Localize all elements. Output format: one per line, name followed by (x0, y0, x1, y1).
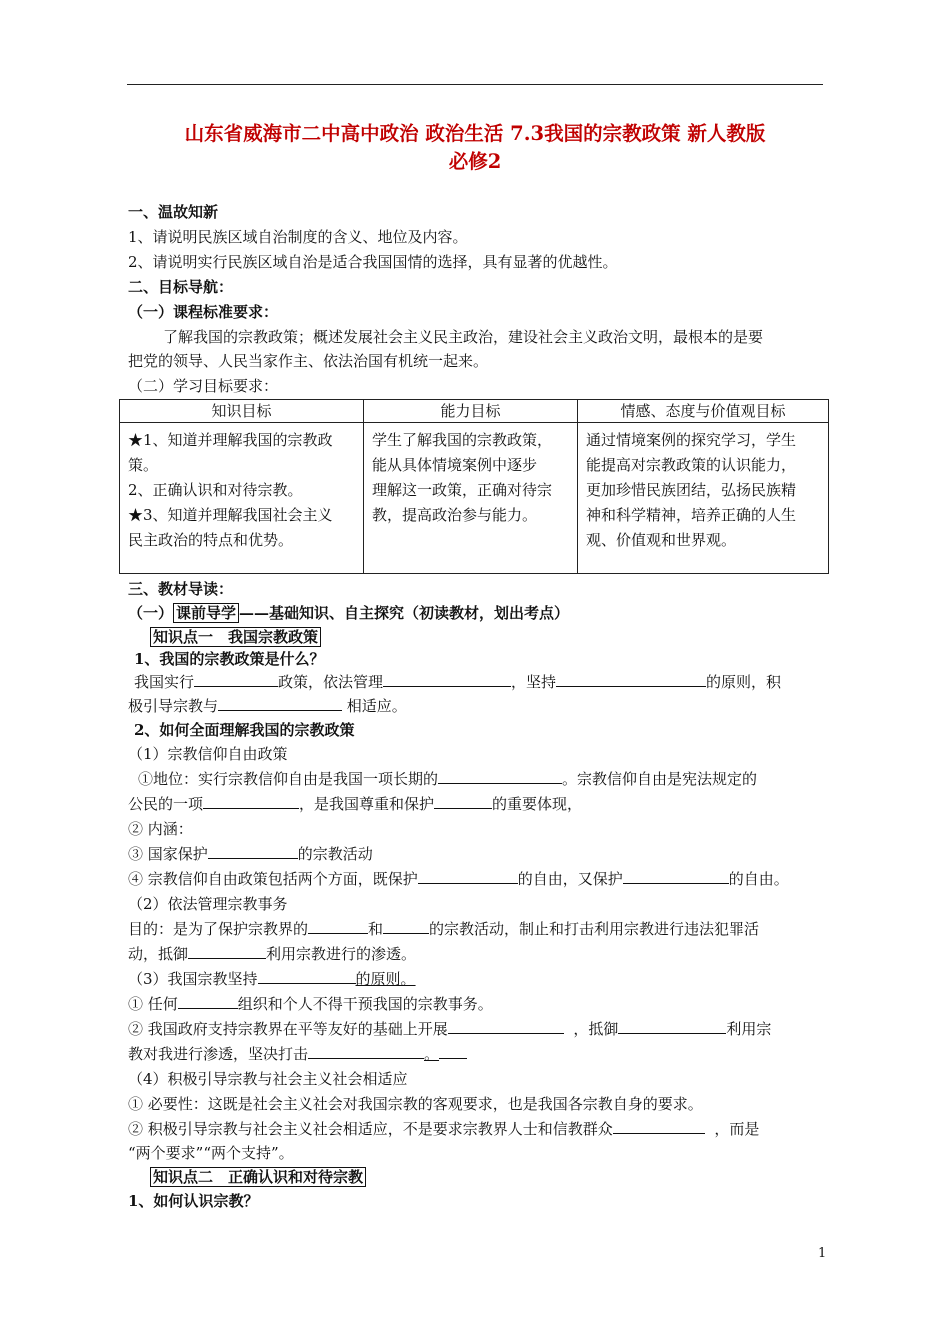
section-review-heading: 一、温故知新 (128, 203, 219, 221)
cell-line: ★3、知道并理解我国社会主义 (128, 506, 333, 524)
fill-blank-line: 目的：是为了保护宗教界的 和 的宗教活动，制止和打击利用宗教进行违法犯罪活 (128, 920, 760, 938)
necessity-line: ① 必要性：这既是社会主义社会对我国宗教的客观要求，也是我国各宗教自身的要求。 (128, 1095, 703, 1113)
fill-blank-line: （3）我国宗教坚持 的原则。 (128, 970, 416, 988)
table-header-row (120, 400, 829, 423)
cell-line: 通过情境案例的探究学习，学生 (586, 431, 797, 449)
answer-blank[interactable] (188, 943, 266, 959)
question-3: 1、如何认识宗教？ (128, 1192, 259, 1210)
table-row (120, 423, 829, 574)
answer-blank[interactable] (556, 671, 706, 687)
page-number: 1 (818, 1246, 827, 1261)
fill-blank-line: ② 积极引导宗教与社会主义社会相适应，不是要求宗教界人士和信教群众 ，而是 (128, 1120, 760, 1138)
section-textbook-heading: 三、教材导读： (128, 580, 234, 598)
curriculum-standard-text-1: 了解我国的宗教政策；概述发展社会主义民主政治，建设社会主义政治文明，最根本的是要 (163, 328, 764, 346)
document-title-line2: 必修2 (448, 150, 502, 173)
learning-goals-table (119, 399, 829, 574)
fill-blank-line: ② 我国政府支持宗教界在平等友好的基础上开展 ，抵御 利用宗 (128, 1020, 772, 1038)
ability-goals-cell (364, 423, 578, 574)
values-goals-cell (578, 423, 829, 574)
answer-blank[interactable] (623, 868, 729, 884)
fill-blank-line: ① 任何 组织和个人不得干预我国的宗教事务。 (128, 995, 493, 1013)
answer-blank[interactable] (208, 843, 298, 859)
header-ability: 能力目标 (364, 400, 578, 423)
learning-goals-heading: （二）学习目标要求： (128, 377, 279, 395)
cell-line: 理解这一政策，正确对待宗 (372, 481, 553, 499)
answer-blank[interactable] (448, 1018, 564, 1034)
subsection-adaptation: （4）积极引导宗教与社会主义社会相适应 (128, 1070, 408, 1088)
answer-blank[interactable] (613, 1118, 705, 1134)
fill-blank-line: 公民的一项 ，是我国尊重和保护 的重要体现， (128, 795, 583, 813)
answer-blank[interactable] (218, 695, 342, 711)
cell-line: ★1、知道并理解我国的宗教政 (128, 431, 333, 449)
answer-blank[interactable] (308, 918, 368, 934)
answer-blank (439, 1043, 467, 1059)
pre-class-prefix: （一） (128, 604, 174, 622)
curriculum-standard-heading: （一）课程标准要求： (128, 303, 279, 321)
pre-class-description: ——基础知识、自主探究（初读教材，划出考点） (239, 604, 570, 622)
knowledge-point-1: 知识点一 我国宗教政策 (150, 626, 321, 648)
review-question-1: 1、请说明民族区域自治制度的含义、地位及内容。 (128, 228, 468, 246)
cell-line: 2、正确认识和对待宗教。 (128, 481, 303, 499)
answer-blank[interactable] (438, 768, 562, 784)
cell-line: 学生了解我国的宗教政策， (372, 431, 553, 449)
knowledge-goals-cell (120, 423, 364, 574)
cell-line: 能从具体情境案例中逐步 (372, 456, 538, 474)
question-1: 1、我国的宗教政策是什么？ (134, 650, 325, 668)
answer-blank[interactable] (203, 793, 299, 809)
two-requirements-line: “两个要求”“两个支持”。 (128, 1144, 294, 1162)
connotation-line: ② 内涵： (128, 820, 193, 838)
fill-blank-line: ①地位：实行宗教信仰自由是我国一项长期的 。宗教信仰自由是宪法规定的 (138, 770, 758, 788)
answer-blank[interactable] (434, 793, 492, 809)
answer-blank[interactable] (383, 671, 511, 687)
knowledge-point-2: 知识点二 正确认识和对待宗教 (150, 1166, 366, 1188)
cell-line: 神和科学精神，培养正确的人生 (586, 506, 797, 524)
cell-line: 教，提高政治参与能力。 (372, 506, 538, 524)
cell-line: 更加珍惜民族团结，弘扬民族精 (586, 481, 797, 499)
header-rule (127, 84, 823, 85)
pre-class-label: 课前导学 (173, 603, 239, 623)
fill-blank-line: ③ 国家保护 的宗教活动 (128, 845, 373, 863)
review-question-2: 2、请说明实行民族区域自治是适合我国国情的选择，具有显著的优越性。 (128, 253, 618, 271)
subsection-religious-freedom: （1）宗教信仰自由政策 (128, 745, 288, 763)
header-values: 情感、态度与价值观目标 (578, 400, 829, 423)
fill-blank-line: 动，抵御 利用宗教进行的渗透。 (128, 945, 417, 963)
cell-line: 民主政治的特点和优势。 (128, 531, 294, 549)
answer-blank[interactable] (194, 671, 278, 687)
fill-blank-line: 极引导宗教与 相适应。 (128, 697, 407, 715)
subsection-legal-management: （2）依法管理宗教事务 (128, 895, 288, 913)
pre-class-guide-heading (128, 602, 569, 624)
cell-line: 观、价值观和世界观。 (586, 531, 737, 549)
cell-line: 策。 (128, 456, 159, 474)
fill-blank-line: ④ 宗教信仰自由政策包括两个方面，既保护 的自由，又保护 的自由。 (128, 870, 789, 888)
answer-blank[interactable] (618, 1018, 726, 1034)
document-title-line1: 山东省威海市二中高中政治 政治生活 7.3我国的宗教政策 新人教版 (184, 122, 766, 145)
answer-blank[interactable] (178, 993, 238, 1009)
question-2: 2、如何全面理解我国的宗教政策 (134, 721, 355, 739)
curriculum-standard-text-2: 把党的领导、人民当家作主、依法治国有机统一起来。 (128, 352, 489, 370)
section-goals-heading: 二、目标导航： (128, 278, 234, 296)
answer-blank[interactable] (418, 868, 518, 884)
answer-blank[interactable] (258, 968, 356, 984)
cell-line: 能提高对宗教政策的认识能力， (586, 456, 797, 474)
fill-blank-line: 教对我进行渗透，坚决打击 。 (128, 1043, 467, 1065)
answer-blank[interactable] (383, 918, 429, 934)
answer-blank[interactable] (308, 1043, 424, 1059)
fill-blank-line: 我国实行 政策，依法管理 ，坚持 的原则，积 (134, 673, 782, 691)
header-knowledge: 知识目标 (120, 400, 364, 423)
